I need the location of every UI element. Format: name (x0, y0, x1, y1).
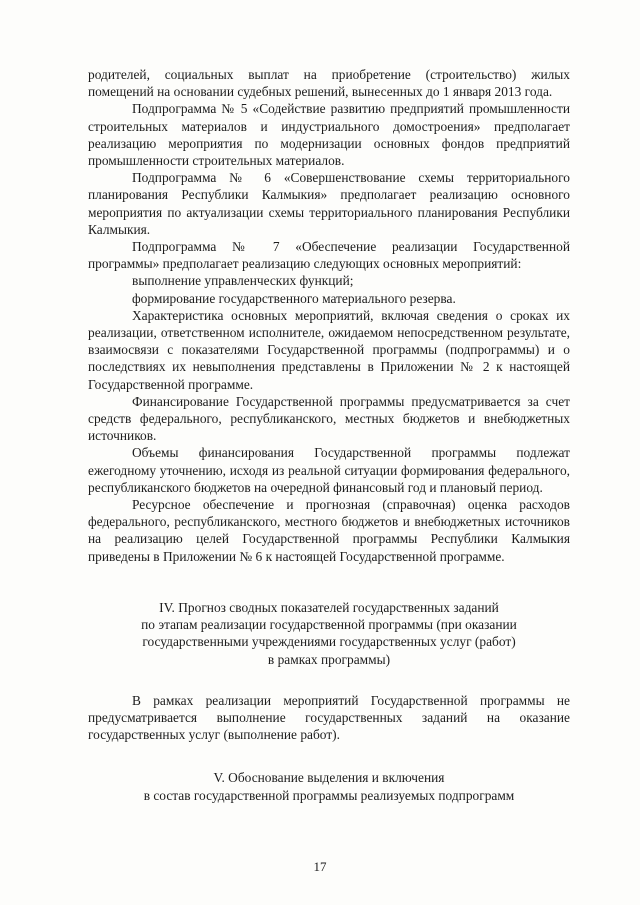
paragraph-activities-characteristics: Характеристика основных мероприятий, включая сведения о сроках их реализации, ответственном исполнителе, ожидаемом непосредственном результате, взаимосвязи с показателями Государственной программы (подпрограммы) и о последствиях их невыполнения представлены в Приложении № 2 к настоящей Государственной программе. (88, 307, 570, 392)
section-5-heading (88, 769, 570, 803)
paragraph-subprogram-7: Подпрограмма № 7 «Обеспечение реализации Государственной программы» предполагает реализацию следующих основных мероприятий: (88, 239, 570, 272)
section-4-heading-line: по этапам реализации государственной программы (при оказании (141, 617, 517, 633)
section-5-heading-line: V. Обоснование выделения и включения (213, 770, 445, 786)
paragraph-section-4: В рамках реализации мероприятий Государственной программы не предусматривается выполнение государственных заданий на оказание государственных услуг (выполнение работ). (88, 692, 570, 743)
section-4-heading (88, 599, 570, 668)
section-5-heading-line: в состав государственной программы реализуемых подпрограмм (143, 787, 515, 803)
paragraph-financing-volumes: Объемы финансирования Государственной программы подлежат ежегодному уточнению, исходя из реальной ситуации формирования федерального, республиканского бюджетов на очередной финансовый год и плановый период. (88, 445, 570, 495)
section-4-heading-line: IV. Прогноз сводных показателей государственных заданий (159, 599, 499, 615)
paragraph-subprogram-6: Подпрограмма № 6 «Совершенствование схемы территориального планирования Республики Калмыкия» предполагает реализацию основного мероприятия по актуализации схемы территориального планирования Республики Калмыкия. (88, 170, 570, 237)
list-item-material-reserve: формирование государственного материального резерва. (132, 290, 456, 306)
paragraph-subprogram-5: Подпрограмма № 5 «Содействие развитию предприятий промышленности строительных материалов и индустриального домостроения» предполагает реализацию мероприятия по модернизации основных фондов предприятий промышленности строительных материалов. (88, 101, 570, 169)
section-4-heading-line: в рамках программы) (267, 651, 391, 667)
page-number: 17 (313, 859, 327, 874)
section-4-heading-line: государственными учреждениями государственных услуг (работ) (142, 634, 516, 650)
paragraph-resource-provision: Ресурсное обеспечение и прогнозная (справочная) оценка расходов федерального, республиканского, местного бюджетов и внебюджетных источников на реализацию целей Государственной программы Республики Калмыкия приведены в Приложении № 6 к настоящей Государственной программе. (88, 497, 570, 564)
paragraph-continuation: родителей, социальных выплат на приобретение (строительство) жилых помещений на основании судебных решений, вынесенных до 1 января 2013 года. (88, 67, 570, 100)
document-body (88, 66, 570, 804)
paragraph-financing: Финансирование Государственной программы предусматривается за счет средств федерального, республиканского, местных бюджетов и внебюджетных источников. (88, 393, 570, 444)
list-item-management-functions: выполнение управленческих функций; (132, 273, 354, 289)
